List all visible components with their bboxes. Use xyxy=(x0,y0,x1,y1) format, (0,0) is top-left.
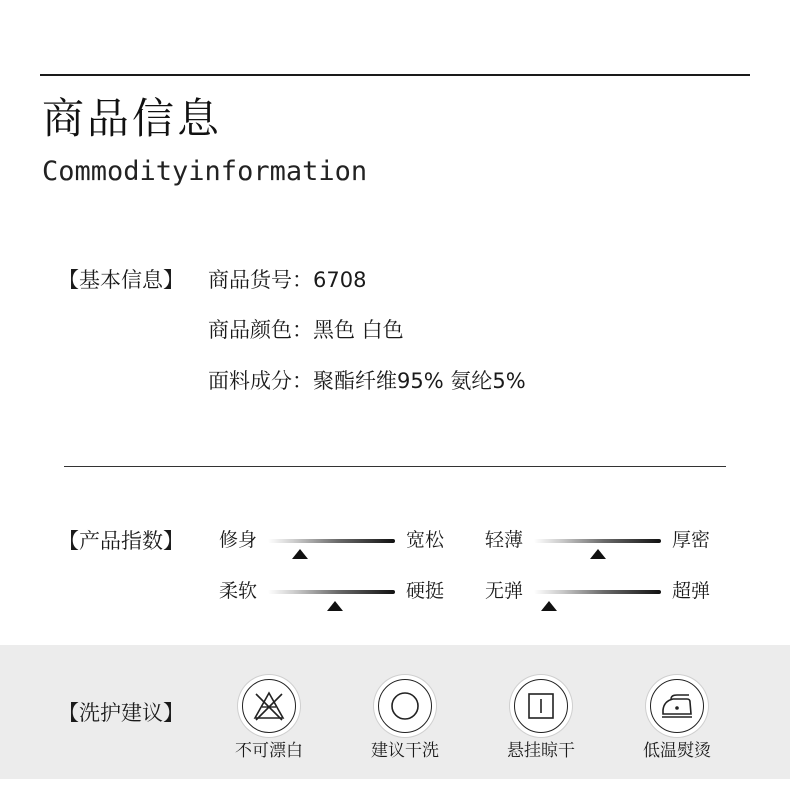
page-subtitle: Commodityinformation xyxy=(42,156,368,187)
product-index-label: 【产品指数】 xyxy=(58,529,184,553)
section-divider xyxy=(64,466,726,467)
thickness-left-label: 轻薄 xyxy=(485,529,524,551)
care-label: 【洗护建议】 xyxy=(58,701,184,725)
softness-marker xyxy=(327,601,343,611)
softness-left-label: 柔软 xyxy=(219,580,258,602)
fit-left-label: 修身 xyxy=(219,529,258,551)
basic-info-label: 【基本信息】 xyxy=(58,268,184,292)
fit-track xyxy=(268,539,395,543)
elasticity-marker xyxy=(541,601,557,611)
low-iron-label: 低温熨烫 xyxy=(643,741,711,761)
dry-clean-icon xyxy=(378,679,432,733)
hang-dry-icon xyxy=(514,679,568,733)
page-title: 商品信息 xyxy=(42,94,223,143)
fit-right-label: 宽松 xyxy=(406,529,445,551)
elasticity-right-label: 超弹 xyxy=(672,580,711,602)
elasticity-left-label: 无弹 xyxy=(485,580,524,602)
color-line: 商品颜色：黑色 白色 xyxy=(208,318,404,342)
no-bleach-icon xyxy=(242,679,296,733)
dry-clean-label: 建议干洗 xyxy=(371,741,439,761)
elasticity-track xyxy=(534,590,661,594)
fabric-line: 面料成分：聚酯纤维95% 氨纶5% xyxy=(208,369,526,393)
item-number-line: 商品货号：6708 xyxy=(208,268,367,292)
softness-right-label: 硬挺 xyxy=(406,580,445,602)
top-rule xyxy=(40,74,750,76)
thickness-track xyxy=(534,539,661,543)
thickness-right-label: 厚密 xyxy=(672,529,711,551)
hang-dry-label: 悬挂晾干 xyxy=(507,741,575,761)
no-bleach-label: 不可漂白 xyxy=(235,741,303,761)
softness-track xyxy=(268,590,395,594)
low-iron-icon xyxy=(650,679,704,733)
fit-marker xyxy=(292,549,308,559)
thickness-marker xyxy=(590,549,606,559)
